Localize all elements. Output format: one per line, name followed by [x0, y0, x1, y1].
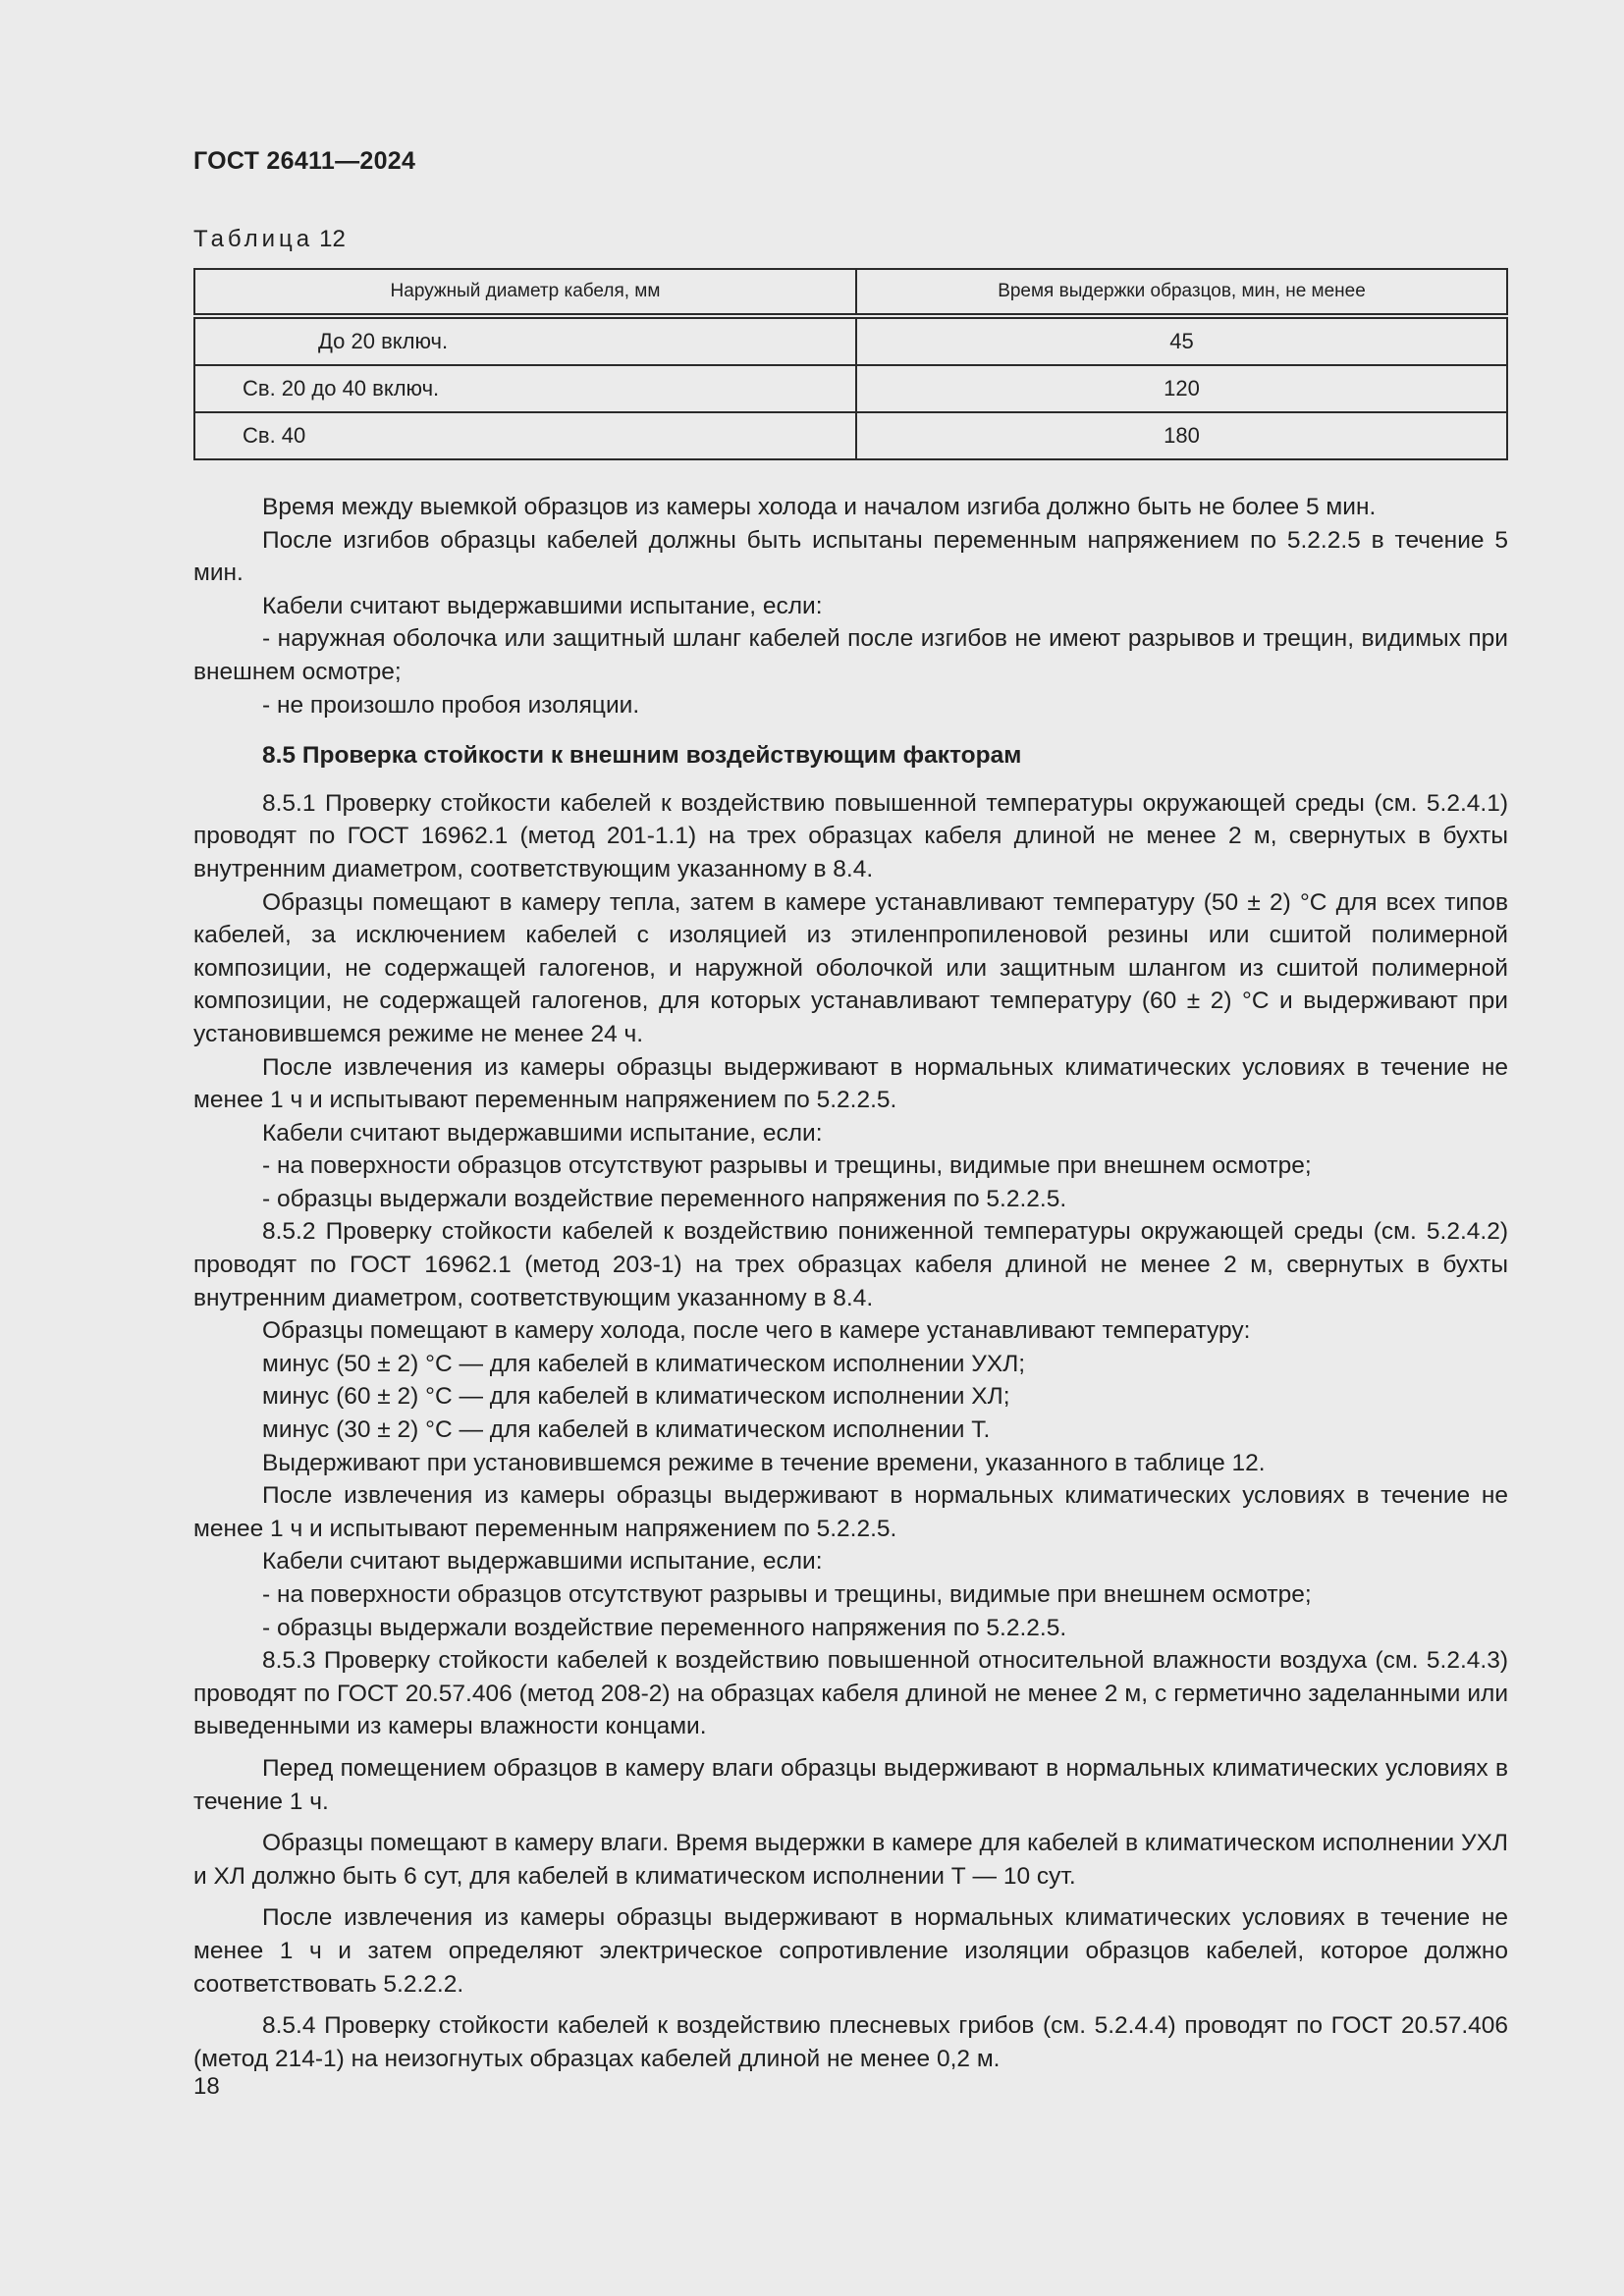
list-item: - образцы выдержали воздействие переменного напряжения по 5.2.2.5. — [262, 1185, 1067, 1212]
exposure-time-table — [193, 268, 1508, 460]
list-item: - образцы выдержали воздействие переменного напряжения по 5.2.2.5. — [262, 1614, 1067, 1641]
table-cell-time: 180 — [856, 412, 1507, 459]
paragraph: Кабели считают выдержавшими испытание, если: — [262, 1119, 823, 1147]
list-item: - на поверхности образцов отсутствуют разрывы и трещины, видимые при внешнем осмотре; — [262, 1581, 1312, 1608]
table-header-row — [194, 269, 1507, 316]
paragraph: 8.5.3 Проверку стойкости кабелей к воздействию повышенной относительной влажности воздуха (см. 5.2.4.3) проводят по ГОСТ 20.57.406 (метод 208-2) на образцах кабеля длиной не менее 2 м, с герметично заделанными или выведенными из камеры влажности концами. — [193, 1647, 1508, 1740]
list-item: - не произошло пробоя изоляции. — [262, 691, 640, 719]
paragraph: Кабели считают выдержавшими испытание, если: — [262, 1548, 823, 1575]
paragraph: Перед помещением образцов в камеру влаги образцы выдерживают в нормальных климатических условиях в течение 1 ч. — [193, 1754, 1508, 1815]
standard-header: ГОСТ 26411—2024 — [193, 147, 416, 175]
paragraph: Образцы помещают в камеру холода, после чего в камере устанавливают температуру: — [262, 1317, 1251, 1345]
table-cell-time: 120 — [856, 365, 1507, 412]
paragraph: Образцы помещают в камеру влаги. Время выдержки в камере для кабелей в климатическом исполнении УХЛ и ХЛ должно быть 6 сут, для кабелей в климатическом исполнении Т — 10 сут. — [193, 1830, 1508, 1890]
table-row — [194, 412, 1507, 459]
table-cell-diameter: Св. 40 — [194, 412, 856, 459]
paragraph: После изгибов образцы кабелей должны быть испытаны переменным напряжением по 5.2.2.5 в течение 5 мин. — [193, 526, 1508, 587]
table-row — [194, 316, 1507, 365]
body-text — [193, 491, 1508, 2075]
table-caption-word: Таблица — [193, 226, 314, 252]
table-cell-time: 45 — [856, 316, 1507, 365]
table-cell-diameter: До 20 включ. — [194, 316, 856, 365]
paragraph: Образцы помещают в камеру тепла, затем в камере устанавливают температуру (50 ± 2) °С для всех типов кабелей, за исключением кабелей с изоляцией из этиленпропиленовой резины или сшитой полимерной композиции, не содержащей галогенов, и наружной оболочкой или защитным шлангом из сшитой полимерной композиции, не содержащей галогенов, для которых устанавливают температуру (60 ± 2) °С и выдерживают при установившемся режиме не менее 24 ч. — [193, 888, 1508, 1047]
paragraph: Время между выемкой образцов из камеры холода и началом изгиба должно быть не более 5 мин. — [262, 494, 1377, 520]
section-heading: 8.5 Проверка стойкости к внешним воздействующим факторам — [262, 742, 1022, 770]
paragraph: После извлечения из камеры образцы выдерживают в нормальных климатических условиях в течение не менее 1 ч и испытывают переменным напряжением по 5.2.2.5. — [193, 1482, 1508, 1542]
paragraph: 8.5.2 Проверку стойкости кабелей к воздействию пониженной температуры окружающей среды (см. 5.2.4.2) проводят по ГОСТ 16962.1 (метод 203-1) на трех образцах кабеля длиной не менее 2 м, свернутых в бухты внутренним диаметром, соответствующим указанному в 8.4. — [193, 1218, 1508, 1311]
table-caption — [193, 226, 346, 253]
paragraph: 8.5.1 Проверку стойкости кабелей к воздействию повышенной температуры окружающей среды (см. 5.2.4.1) проводят по ГОСТ 16962.1 (метод 201-1.1) на трех образцах кабеля длиной не менее 2 м, свернутых в бухты внутренним диаметром, соответствующим указанному в 8.4. — [193, 789, 1508, 882]
paragraph: После извлечения из камеры образцы выдерживают в нормальных климатических условиях в течение не менее 1 ч и испытывают переменным напряжением по 5.2.2.5. — [193, 1053, 1508, 1114]
paragraph: минус (60 ± 2) °С — для кабелей в климатическом исполнении ХЛ; — [262, 1383, 1010, 1411]
list-item: - на поверхности образцов отсутствуют разрывы и трещины, видимые при внешнем осмотре; — [262, 1152, 1312, 1180]
paragraph: Выдерживают при установившемся режиме в течение времени, указанного в таблице 12. — [262, 1449, 1266, 1476]
page-number: 18 — [193, 2073, 220, 2100]
paragraph: 8.5.4 Проверку стойкости кабелей к воздействию плесневых грибов (см. 5.2.4.4) проводят по ГОСТ 20.57.406 (метод 214-1) на неизогнутых образцах кабелей длиной не менее 0,2 м. — [193, 2012, 1508, 2072]
column-header-diameter: Наружный диаметр кабеля, мм — [194, 269, 856, 316]
table-row — [194, 365, 1507, 412]
paragraph: минус (30 ± 2) °С — для кабелей в климатическом исполнении Т. — [262, 1416, 991, 1444]
table-caption-number: 12 — [319, 226, 346, 252]
paragraph: После извлечения из камеры образцы выдерживают в нормальных климатических условиях в течение не менее 1 ч и затем определяют электрическое сопротивление изоляции образцов кабелей, которое должно соответствовать 5.2.2.2. — [193, 1904, 1508, 1998]
list-item: - наружная оболочка или защитный шланг кабелей после изгибов не имеют разрывов и трещин, видимых при внешнем осмотре; — [193, 625, 1508, 685]
paragraph: минус (50 ± 2) °С — для кабелей в климатическом исполнении УХЛ; — [262, 1350, 1026, 1377]
column-header-time: Время выдержки образцов, мин, не менее — [856, 269, 1507, 316]
paragraph: Кабели считают выдержавшими испытание, если: — [262, 592, 823, 619]
table-cell-diameter: Св. 20 до 40 включ. — [194, 365, 856, 412]
